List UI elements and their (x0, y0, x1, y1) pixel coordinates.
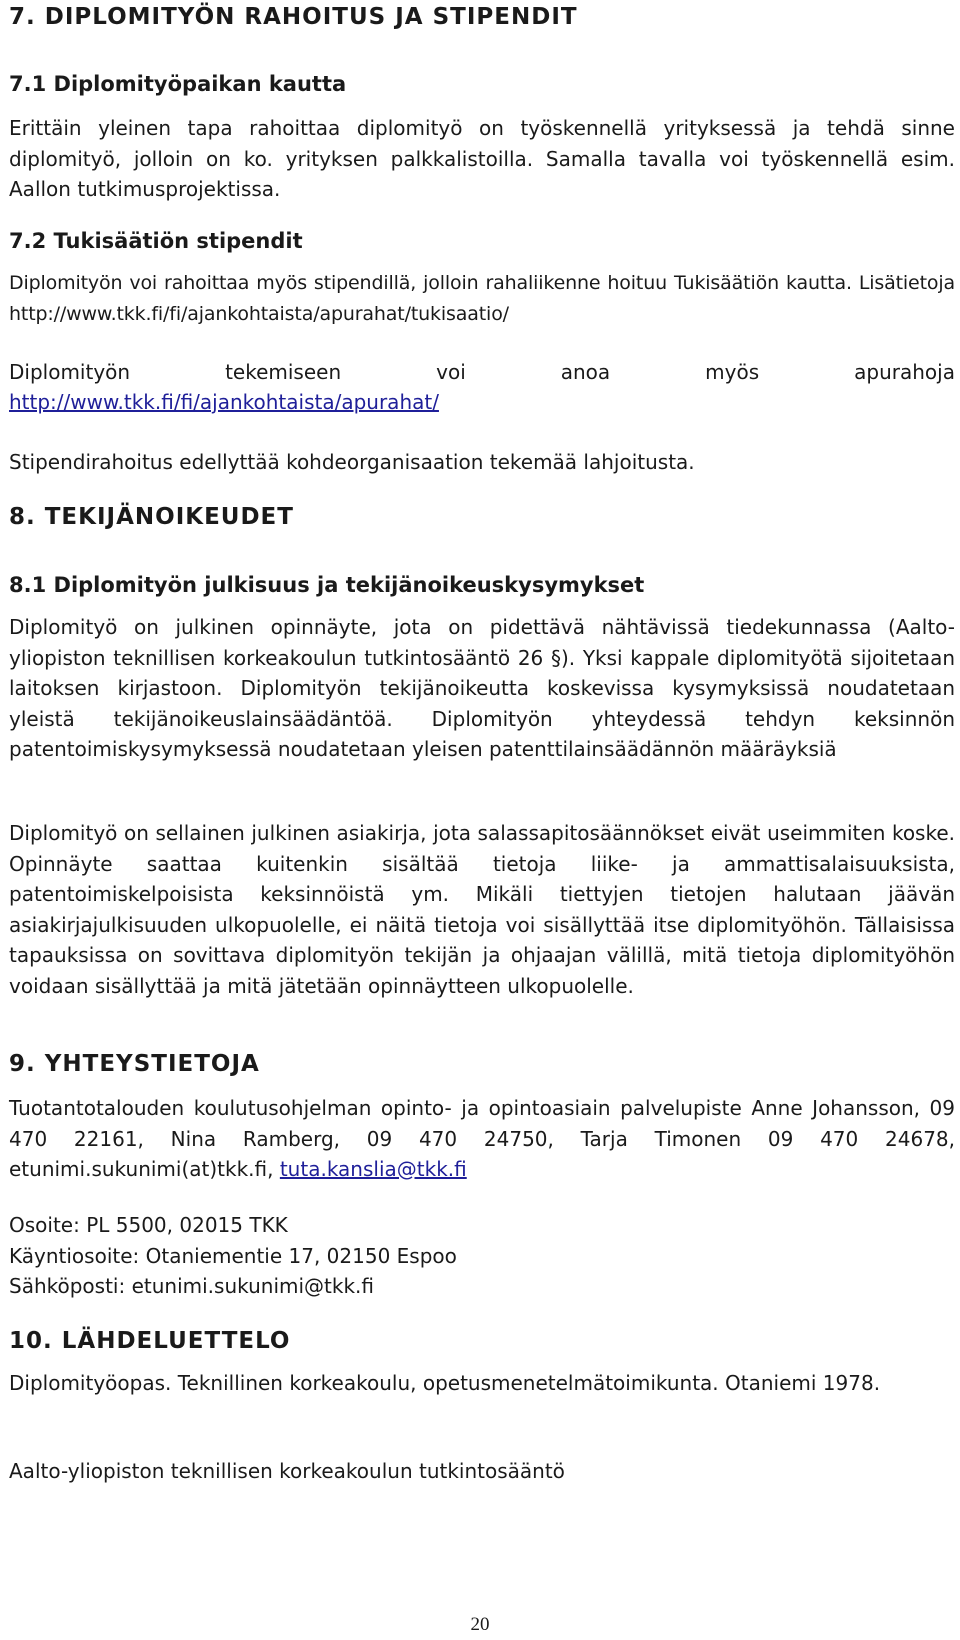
apuraha-word: anoa (560, 360, 611, 384)
postal-address: Osoite: PL 5500, 02015 TKK (9, 1213, 288, 1237)
apuraha-word: Diplomityön (9, 360, 131, 384)
apuraha-word: voi (436, 360, 466, 384)
reference-2: Aalto-yliopiston teknillisen korkeakoulun tutkintosääntö (9, 1459, 565, 1483)
section-7-2-heading: 7.2 Tukisäätiön stipendit (9, 229, 303, 253)
email-address: Sähköposti: etunimi.sukunimi@tkk.fi (9, 1274, 374, 1298)
section-7-1-paragraph: Erittäin yleinen tapa rahoittaa diplomityö on työskennellä yrityksessä ja tehdä sinne diplomityö, jolloin on ko. yrityksen palkkalistoilla. Samalla tavalla voi työskennellä esim. Aallon tutkimusprojektissa. (9, 116, 955, 201)
section-7-1-heading: 7.1 Diplomityöpaikan kautta (9, 72, 347, 96)
section-9-heading: 9. YHTEYSTIETOJA (9, 1051, 260, 1077)
section-8-1-paragraph-2: Diplomityö on sellainen julkinen asiakirja, jota salassapitosäännökset eivät useimmiten koske. Opinnäyte saattaa kuitenkin sisältää tietoja liike- ja ammattisalaisuuksista, patentoimiskelpoisista keksinnöistä ym. Mikäli tiettyjen tietojen halutaan jäävän asiakirjajulkisuuden ulkopuolelle, ei näitä tietoja voi sisällyttää itse diplomityöhön. Tällaisissa tapauksissa on sovittava diplomityön tekijän ja ohjaajan välillä, mitä tietoja diplomityöhön voidaan sisällyttää ja mitä jätetään opinnäytteen ulkopuolelle. (9, 821, 955, 998)
section-8-1-paragraph-1: Diplomityö on julkinen opinnäyte, jota on pidettävä nähtävissä tiedekunnassa (Aalto-yliopiston teknillisen korkeakoulun tutkintosääntö 26 §). Yksi kappale diplomityötä sijoitetaan laitoksen kirjastoon. Diplomityön tekijänoikeutta koskevissa kysymyksissä noudatetaan yleistä tekijänoikeuslainsäädäntöä. Diplomityön yhteydessä tehdyn keksinnön patentoimiskysymyksessä noudatetaan yleisen patenttilainsäädännön määräyksiä (9, 615, 955, 761)
address-block (9, 1210, 955, 1302)
section-8-1-heading: 8.1 Diplomityön julkisuus ja tekijänoikeuskysymykset (9, 573, 645, 597)
apuraha-link[interactable]: http://www.tkk.fi/fi/ajankohtaista/apurahat/ (9, 390, 439, 414)
section-9-paragraph (9, 1093, 955, 1185)
kanslia-email-link[interactable]: tuta.kanslia@tkk.fi (279, 1157, 467, 1181)
lahjoitus-sentence: Stipendirahoitus edellyttää kohdeorganisaation tekemää lahjoitusta. (9, 450, 695, 474)
section-10-heading: 10. LÄHDELUETTELO (9, 1328, 291, 1354)
page-number: 20 (470, 1614, 490, 1635)
apuraha-sentence (9, 357, 955, 388)
section-8-heading: 8. TEKIJÄNOIKEUDET (9, 504, 294, 530)
contact-text: Tuotantotalouden koulutusohjelman opinto- ja opintoasiain palvelupiste Anne Johansson, 09 470 22161, Nina Ramberg, 09 470 24750, Tarja Timonen 09 470 24678, etunimi.sukunimi(at)tkk.fi, (9, 1096, 955, 1181)
reference-1: Diplomityöopas. Teknillinen korkeakoulu, opetusmenetelmätoimikunta. Otaniemi 1978. (9, 1371, 881, 1395)
apuraha-word: myös (705, 360, 760, 384)
visiting-address: Käyntiosoite: Otaniementie 17, 02150 Espoo (9, 1243, 457, 1268)
apuraha-word: apurahoja (854, 360, 955, 384)
section-7-2-paragraph: Diplomityön voi rahoittaa myös stipendillä, jolloin rahaliikenne hoituu Tukisäätiön kautta. Lisätietoja http://www.tkk.fi/fi/ajankohtaista/apurahat/tukisaatio/ (9, 272, 955, 325)
section-7-heading: 7. DIPLOMITYÖN RAHOITUS JA STIPENDIT (9, 4, 578, 30)
apuraha-link-line (9, 387, 955, 418)
apuraha-word: tekemiseen (225, 360, 342, 384)
